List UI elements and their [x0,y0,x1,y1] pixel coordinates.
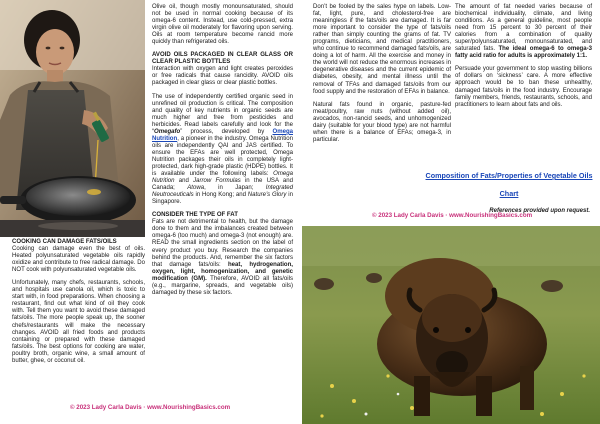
chart-reference [418,165,600,214]
col1-paragraph-2: Unfortunately, many chefs, restaurants, schools, and hospitals use canola oil, which is toxic to start with, in food preparations. When choosing a restaurant, find out what kind of oil they cook with. Tell them you want to avoid these damaged fats/oils. The more people speak up, the sooner chefs/restaurants will make the necessary changes. AVOID all fried foods and products containing or prepared with these damaged fats/oils. The best options for cooking are water, poultry broth, organic wine, a small amount of butter, ghee, or coconut oil. [12,280,145,364]
bison-photo [302,226,600,424]
omega-nutrition-link[interactable]: Omega Nutrition [152,128,293,142]
col2-paragraph-3: The use of independently certified organic seed in unrefined oil production is critical. The composition and quality of key nutrients in organic seeds are much higher and free from pesticides and herbicides. Read labels carefully and look for the “Omegafo” process, developed by Omega Nutrition, a pioneer in the industry. Omega Nutrition oils are independently QAI and JAS certified. To ensure the EFAs are well protected, Omega Nutrition packages their oils in completely light-protected, dark high-grade plastic (HDPE) bottles. It is available under the following labels: Omega Nutrition and Jarrow Formulas in the USA and Canada; Atowa, in Japan; Integrated Neutroceuticals in Hong Kong; and Nature’s Glory in Singapore. [152,93,293,206]
references-note: References provided upon request. [489,208,590,214]
heading-type-of-fat: CONSIDER THE TYPE OF FAT [152,212,238,219]
footer-copyright-left: © 2023 Lady Carla Davis · www.NourishingBasics.com [70,404,231,411]
col4-paragraph-2: Persuade your government to stop wasting billions of dollars on ‘sickness’ care. A more effective approach would be to ban these unhealthy, damaged fats/oils in the food industry. Encourage family members, friends, restaurants, schools, and practitioners to learn about fats and oils. [455,66,592,108]
col1-paragraph-1: Cooking can damage even the best of oils. Heated polyunsaturated vegetable oils rapidly oxidize and contribute to free radical damage. Do NOT cook with polyunsaturated vegetable oils. [12,246,145,274]
cook-pouring-oil-photo [0,0,145,237]
col3-paragraph-2: Natural fats found in organic, pasture-fed meat/poultry, raw nuts (without added oil), avocados, non-rancid seeds, and unhomogenized dairy (suitable for your blood type) are not harmful when there is a balance of EFAs; omega-3, in particular. [313,101,451,143]
column-3-text [313,4,451,150]
col2-paragraph-4: Fats are not detrimental to health, but the damage done to them and the imbalances created between omega-6 (too much) and omega-3 (not enough) are. READ the small ingredients section on the label of every product you buy. Research the companies behind the products. And, remember the six factors that damage fats/oils: heat, hydrogenation, oxygen, light, homogenization, and genetic modification (GM). Therefore, AVOID all fats/oils (e.g., margarine, spreads, and vegetable oils) damaged by these six factors. [152,219,293,296]
footer-copyright-right: © 2023 Lady Carla Davis · www.NourishingBasics.com [372,212,533,219]
col4-paragraph-1: The amount of fat needed varies because of biochemical individuality, climate, and living conditions. As a general guideline, most people need from 15 percent to 30 percent of their calories from a combination of quality super/polyunsaturated, monounsaturated, and saturated fats. The ideal omega-6 to omega-3 fatty acid ratio for adults is approximately 1:1. [455,4,592,60]
heading-cooking-damage: COOKING CAN DAMAGE FATS/OILS [12,239,117,245]
heading-avoid-clear-bottles: AVOID OILS PACKAGED IN CLEAR GLASS OR CLEAR PLASTIC BOTTLES [152,52,293,66]
column-2-text [152,4,293,303]
col3-paragraph-1: Don’t be fooled by the sales hype on labels. Low-fat, light, pure, and cholesterol-free are meaningless if the fats/oils are damaged. It is far more important to consider the type of fats/oils rather than simply counting the grams of fat. TV programs, dieticians, and medical practitioners, who continue to recommend damaged fats/oils, are doing a lot of harm. All the exercise and money in the world will not reduce the enormous increases in degenerative diseases and the current epidemic of diabetes, obesity, and mental illness until the removal of TFAs and damaged fats/oils from our food supply and the restoration of EFAs in balance. [313,4,451,95]
col2-paragraph-1: Olive oil, though mostly monounsaturated, should not be used in normal cooking because of its omega-6 content. Instead, use cold-pressed, extra virgin olive oil moderately for flavoring upon serving. Oils at room temperature become rancid more quickly than refrigerated oils. [152,4,293,46]
fats-oils-chart-link[interactable]: Composition of Fats/Properties of Vegetable Oils Chart [425,171,593,198]
col2-paragraph-2: Interaction with oxygen and light creates peroxides or free radicals that cause rancidity. AVOID oils packaged in clear glass or clear plastic bottles. [152,66,293,87]
column-1-text [12,239,145,371]
column-4-text [455,4,592,115]
